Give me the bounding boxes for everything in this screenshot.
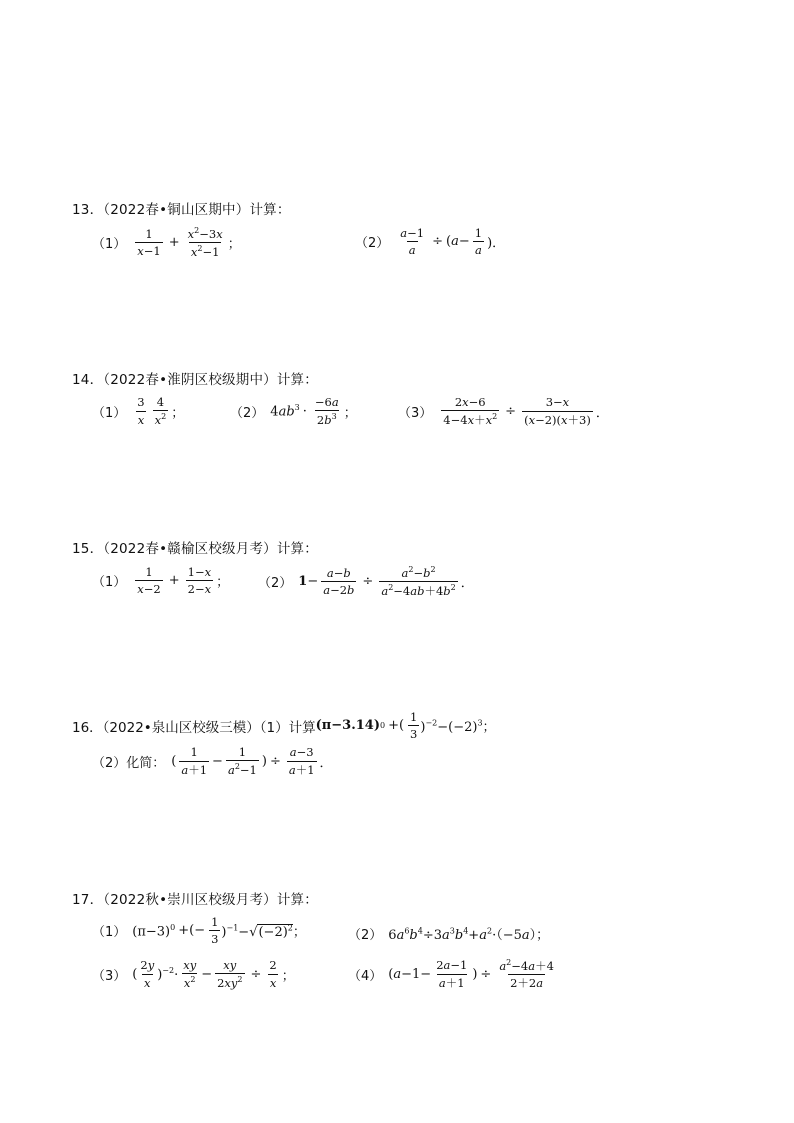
problem-14-header: 14．（2022春•淮阴区校级期中）计算：	[72, 372, 318, 388]
problem-16-header: 16．（2022•泉山区校级三模）（1）计算	[72, 719, 316, 736]
problem-17-header: 17．（2022秋•崇川区校级月考）计算：	[72, 892, 318, 908]
part-label: （1）	[92, 575, 127, 591]
problem-13-part-2: （2） $\frac{a-1}{a}$ ÷ (a− $\frac{1}{a}$ )．	[355, 226, 506, 258]
problem-14-part-2: （2） $4ab^3$ · $\frac{-6a}{2b^3}$ ；	[230, 395, 357, 428]
part-label: （4）	[348, 968, 383, 984]
problem-13-header: 13．（2022春•铜山区期中）计算：	[72, 202, 291, 218]
part-label: （1）	[92, 237, 127, 253]
problem-13-part-1: （1） $\frac{1}{x-1}$ + $\frac{x^2-3x}{x^2-1}$ ；	[92, 226, 241, 260]
problem-17-part-2: （2） $6a^6b^4\div 3a^3b^4+a^2\cdot(-5a)$；	[348, 924, 549, 943]
problem-14-part-3: （3） $\frac{2x-6}{4-4x+x^2}$ ÷ $\frac{3-x}{(x-2)(x+3)}$ ．	[398, 395, 609, 428]
problem-17-part-4: （4） (a−1− $\frac{2a-1}{a+1}$ ) ÷ $\frac{a^2-4a+4}{2+2a}$	[348, 958, 554, 991]
part-label: （2）	[230, 405, 265, 421]
part-label: （2）	[258, 576, 293, 592]
problem-15-header: 15．（2022春•赣榆区校级月考）计算：	[72, 541, 318, 557]
part-label: （1）	[92, 925, 127, 941]
part-label: （3）	[92, 968, 127, 984]
part-label: （3）	[398, 405, 433, 421]
problem-14-part-1: （1） $\frac{3}{x}$ $\frac{4}{x^2}$ ；	[92, 395, 185, 428]
problem-15-part-1: （1） $\frac{1}{x-2}$ + $\frac{1-x}{2-x}$ ；	[92, 565, 230, 597]
part-label: （2）化简：	[92, 755, 166, 771]
problem-16-part-2: （2）化简： ( $\frac{1}{a+1}$ − $\frac{1}{a^2-1}$ ) ÷ $\frac{a-3}{a+1}$ ．	[92, 745, 333, 778]
part-label: （1）	[92, 405, 127, 421]
problem-15-part-2: （2） 1 − $\frac{a-b}{a-2b}$ ÷ $\frac{a^2-b^2}{a^2-4ab+4b^2}$ ．	[258, 565, 474, 599]
problem-17-part-1: （1） $(\pi-3)^0$ +(− $\frac{1}{3}$ )$^{-1}-√(-2)^2$；	[92, 915, 306, 947]
part-label: （2）	[348, 928, 383, 943]
part-label: （2）	[355, 236, 390, 252]
problem-16-part-1: 16．（2022•泉山区校级三模）（1）计算 (π−3.14) 0 +( $\frac{1}{3}$ )$^{-2}-(-2)^3$；	[72, 710, 496, 742]
problem-17-part-3: （3） ( $\frac{2y}{x}$ )$^{-2}$· $\frac{xy}{x^2}$ − $\frac{xy}{2xy^2}$ ÷ $\frac{2}{x}$ ；	[92, 958, 295, 991]
